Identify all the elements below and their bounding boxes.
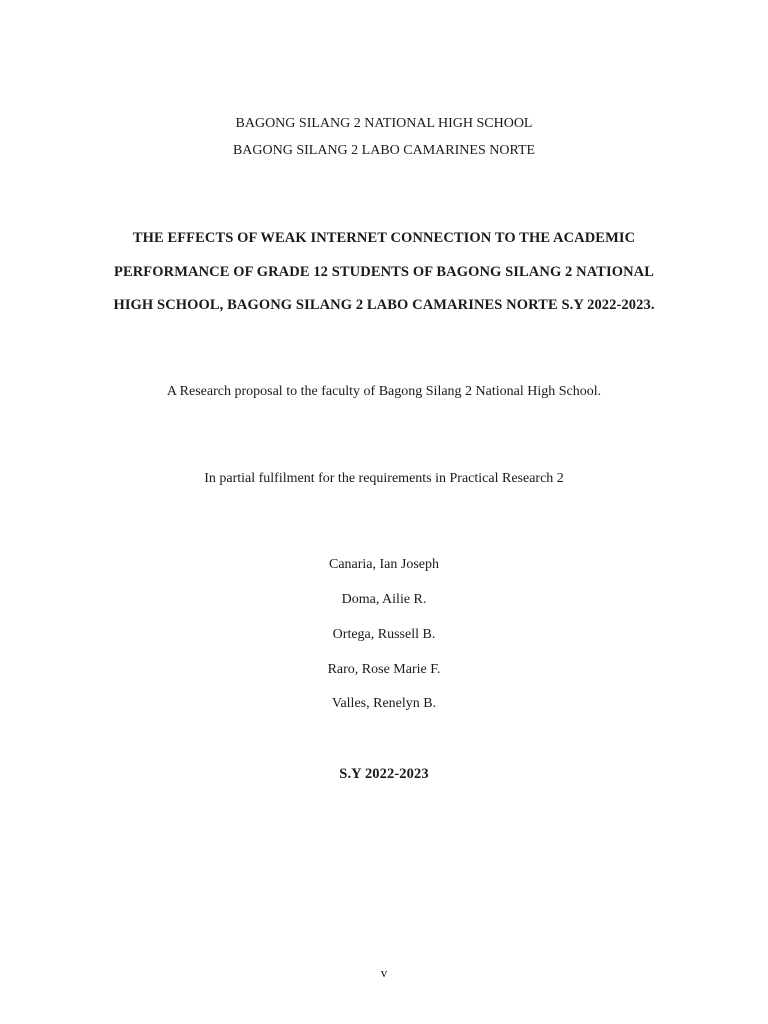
author-name: Valles, Renelyn B.	[331, 696, 437, 711]
author-name: Canaria, Ian Joseph	[328, 557, 440, 572]
school-name: BAGONG SILANG 2 NATIONAL HIGH SCHOOL	[235, 116, 533, 131]
author-name: Doma, Ailie R.	[341, 592, 427, 607]
title-line-1: THE EFFECTS OF WEAK INTERNET CONNECTION TO THE ACADEMIC	[132, 230, 636, 246]
author-name: Ortega, Russell B.	[332, 627, 436, 642]
author-name: Raro, Rose Marie F.	[327, 662, 441, 677]
school-address: BAGONG SILANG 2 LABO CAMARINES NORTE	[232, 143, 536, 158]
school-year: S.Y 2022-2023	[339, 766, 429, 782]
page-number: v	[380, 965, 388, 980]
proposal-statement: A Research proposal to the faculty of Bagong Silang 2 National High School.	[166, 384, 602, 399]
title-line-3: HIGH SCHOOL, BAGONG SILANG 2 LABO CAMARINES NORTE S.Y 2022-2023.	[113, 297, 655, 313]
title-line-2: PERFORMANCE OF GRADE 12 STUDENTS OF BAGONG SILANG 2 NATIONAL	[114, 264, 654, 280]
fulfilment-statement: In partial fulfilment for the requirements in Practical Research 2	[204, 471, 564, 486]
